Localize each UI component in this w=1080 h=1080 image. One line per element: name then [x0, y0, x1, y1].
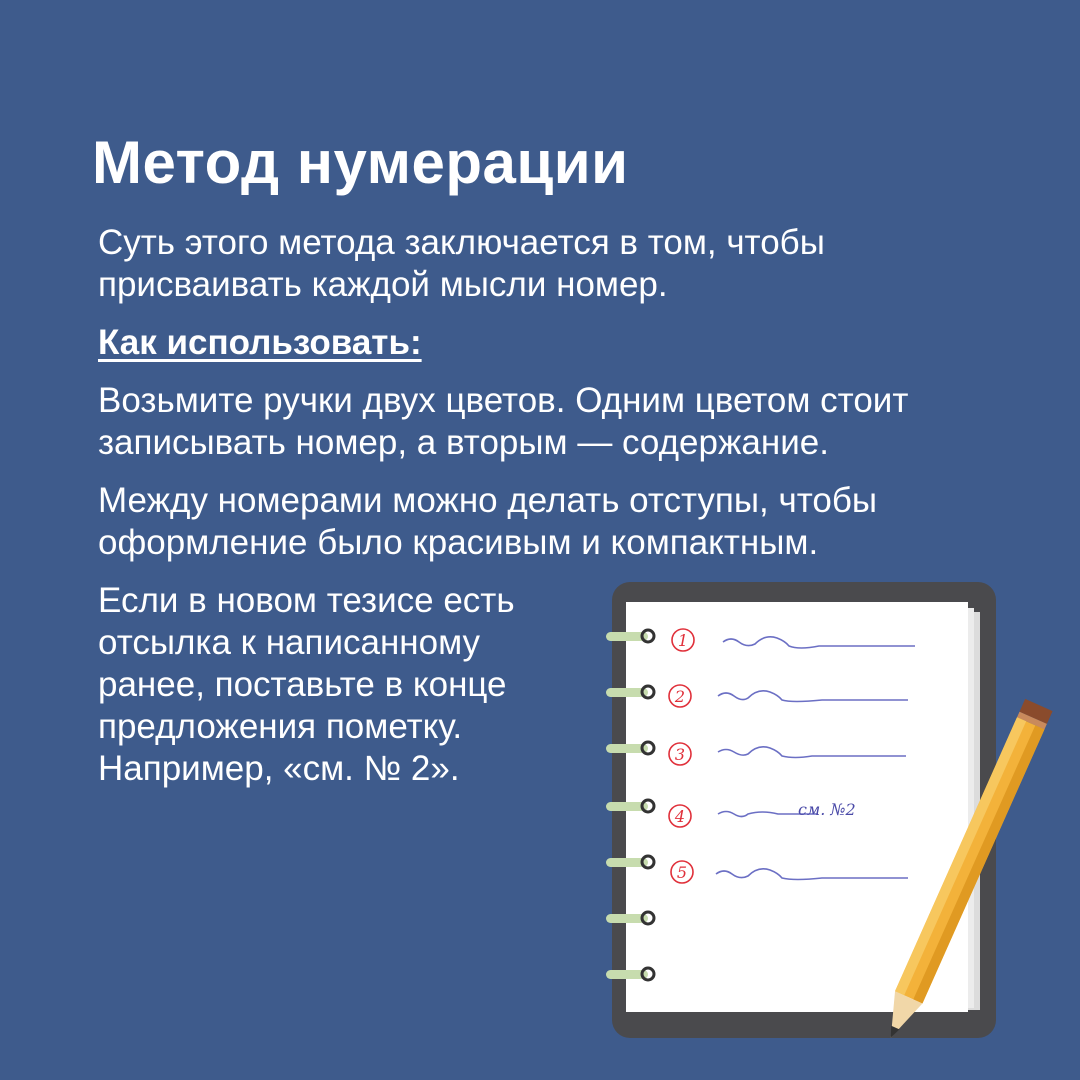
- howto-heading: Как использовать:: [98, 323, 422, 362]
- entry-number: 5: [676, 863, 688, 882]
- reference-line: предложения пометку.: [98, 707, 463, 746]
- reference-line: ранее, поставьте в конце: [98, 665, 507, 704]
- pens-line: записывать номер, а вторым — содержание.: [98, 423, 829, 462]
- reference-note: см. №2: [798, 800, 856, 819]
- indent-line: Между номерами можно делать отступы, чтобы: [98, 481, 878, 520]
- pens-paragraph: [98, 380, 908, 464]
- indent-paragraph: [98, 480, 877, 564]
- entry-number: 1: [677, 631, 689, 650]
- pens-line: Возьмите ручки двух цветов. Одним цветом стоит: [98, 381, 909, 420]
- entry-number: 4: [674, 807, 686, 826]
- reference-line: Если в новом тезисе есть: [98, 581, 515, 620]
- intro-line: Суть этого метода заключается в том, чтобы: [98, 223, 825, 262]
- reference-line: отсылка к написанному: [98, 623, 481, 662]
- entry-number: 2: [674, 687, 686, 706]
- intro-paragraph: [98, 222, 825, 306]
- intro-line: присваивать каждой мысли номер.: [98, 265, 668, 304]
- page-title: Метод нумерации: [92, 129, 629, 196]
- indent-line: оформление было красивым и компактным.: [98, 523, 819, 562]
- notebook-illustration: [598, 578, 1068, 1048]
- entry-number: 3: [674, 745, 686, 764]
- reference-line: Например, «см. № 2».: [98, 749, 460, 788]
